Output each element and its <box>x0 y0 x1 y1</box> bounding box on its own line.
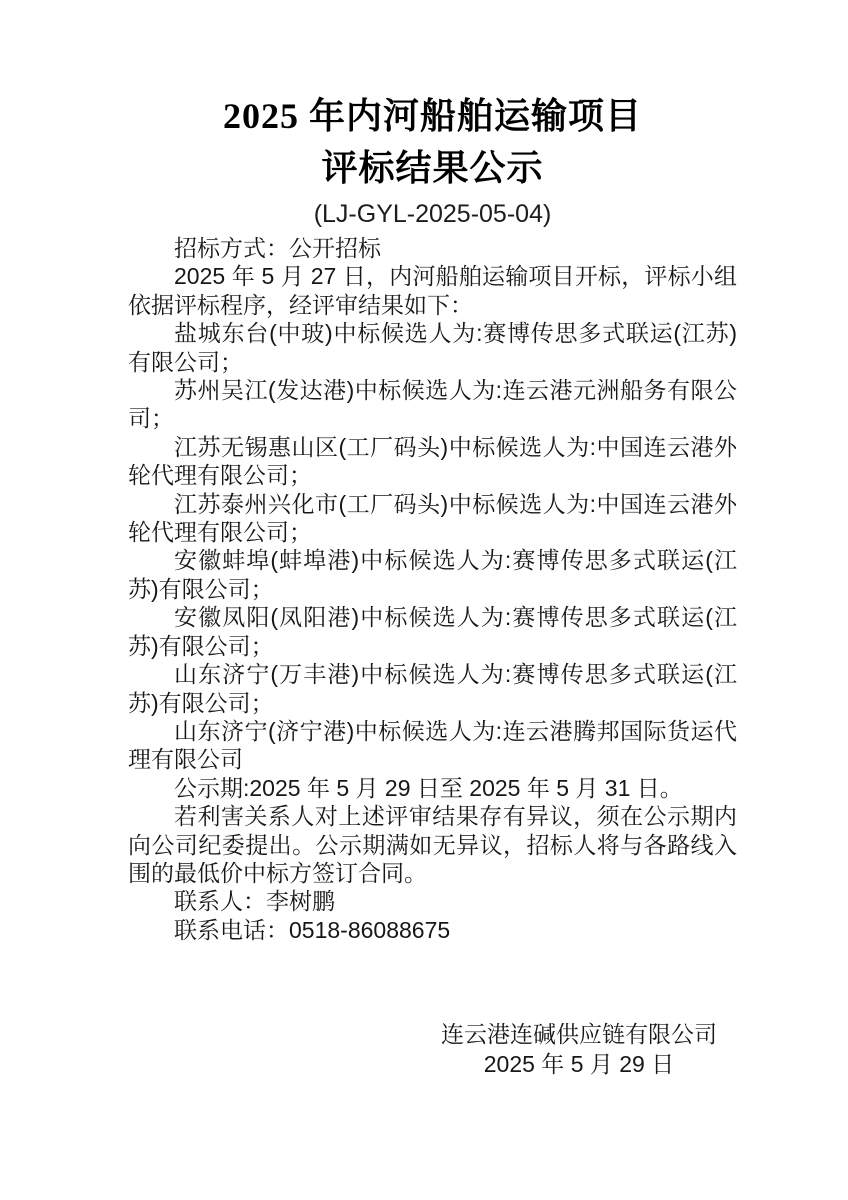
result-jining-jiningport: 山东济宁(济宁港)中标候选人为:连云港腾邦国际货运代理有限公司 <box>128 717 737 773</box>
contact-phone-line: 联系电话：0518-86088675 <box>174 916 451 943</box>
publicity-period-line: 公示期:2025 年 5 月 29 日至 2025 年 5 月 31 日。 <box>174 774 683 801</box>
result-jining-wanfeng: 山东济宁(万丰港)中标候选人为:赛博传思多式联运(江苏)有限公司； <box>128 661 737 716</box>
document-body <box>128 0 737 944</box>
body-paragraphs <box>128 234 737 944</box>
result-anhui-fengyang: 安徽凤阳(凤阳港)中标候选人为:赛博传思多式联运(江苏)有限公司； <box>128 604 737 659</box>
signature-block <box>441 1019 717 1079</box>
opening-statement: 2025 年 5 月 27 日，内河船舶运输项目开标，评标小组依据评标程序，经评审结果如下： <box>128 263 737 318</box>
result-taizhou-xinghua: 江苏泰州兴化市(工厂码头)中标候选人为:中国连云港外轮代理有限公司； <box>128 490 737 546</box>
title-line-1: 2025 年内河船舶运输项目 <box>222 96 642 136</box>
objection-clause: 若利害关系人对上述评审结果存有异议，须在公示期内向公司纪委提出。公示期满如无异议，招标人将与各路线入围的最低价中标方签订合同。 <box>128 803 737 886</box>
signature-company: 连云港连碱供应链有限公司 <box>441 1021 717 1047</box>
contact-person-line: 联系人：李树鹏 <box>174 888 335 915</box>
result-suzhou-wujiang: 苏州吴江(发达港)中标候选人为:连云港元洲船务有限公司； <box>128 377 737 432</box>
title-line-2: 评标结果公示 <box>321 148 544 188</box>
result-anhui-bengbu: 安徽蚌埠(蚌埠港)中标候选人为:赛博传思多式联运(江苏)有限公司； <box>128 547 737 602</box>
result-yancheng-dongtai: 盐城东台(中玻)中标候选人为:赛博传思多式联运(江苏)有限公司； <box>128 320 737 375</box>
signature-date: 2025 年 5 月 29 日 <box>483 1051 675 1077</box>
tender-method-line: 招标方式：公开招标 <box>174 235 381 261</box>
document-title <box>128 90 737 194</box>
document-number: (LJ-GYL-2025-05-04) <box>313 200 552 228</box>
result-wuxi-huishan: 江苏无锡惠山区(工厂码头)中标候选人为:中国连云港外轮代理有限公司； <box>128 433 737 489</box>
